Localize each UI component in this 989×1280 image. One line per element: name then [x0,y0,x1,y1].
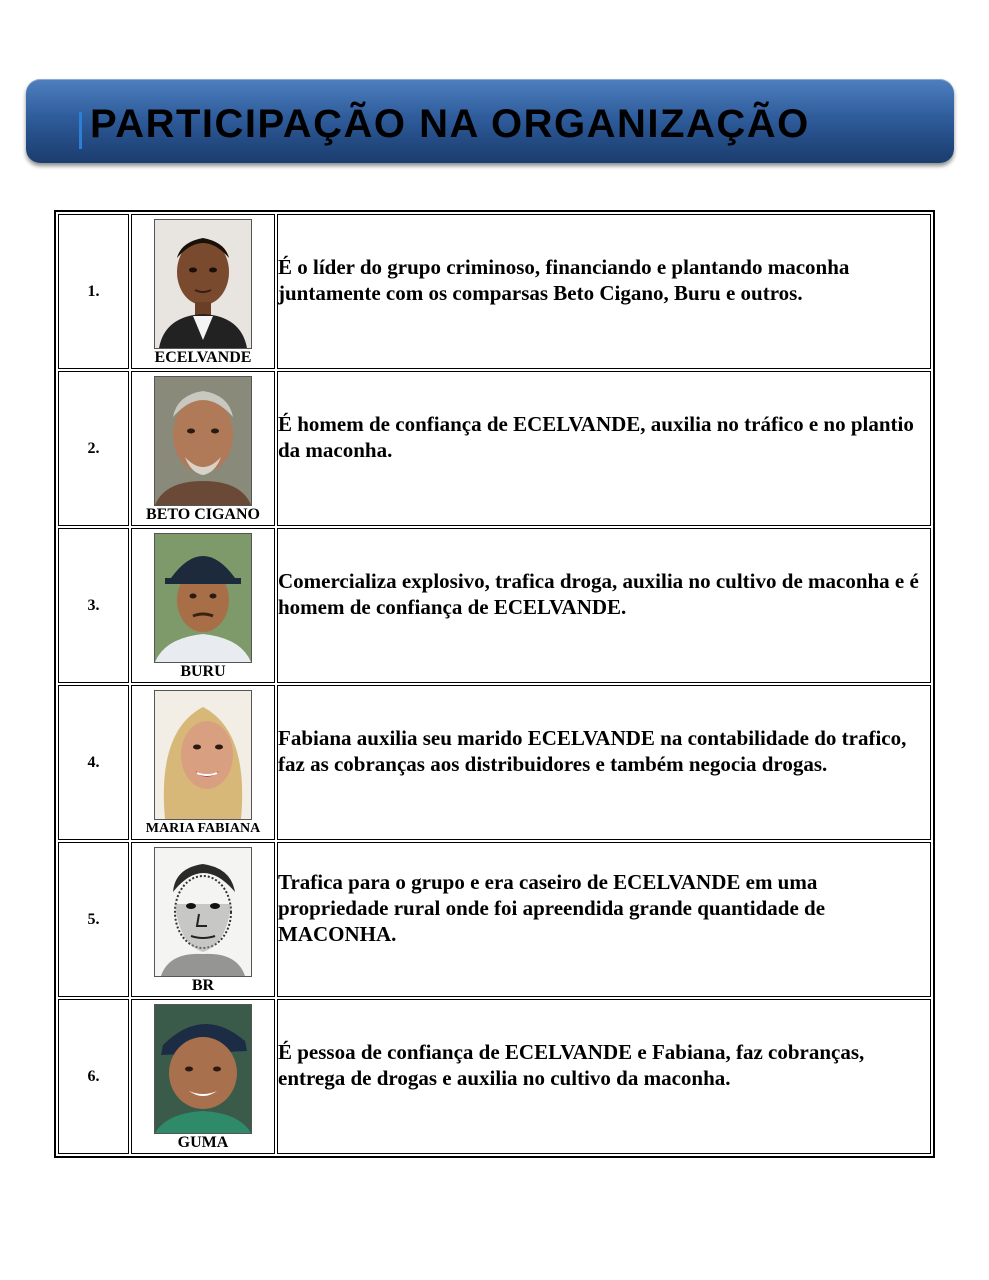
member-name: MARIA FABIANA [145,821,261,836]
member-description [277,214,931,369]
photo-cell [131,685,275,840]
photo-cell [131,371,275,526]
text-cursor [79,112,82,149]
member-name: BURU [180,663,226,680]
portrait-photo-icon [154,376,252,506]
portrait-photo-icon [154,533,252,663]
row-number: 1. [58,214,129,369]
description-text: É homem de confiança de ECELVANDE, auxilia no tráfico e no plantio da maconha. [278,411,914,462]
member-name: BETO CIGANO [146,506,260,523]
photo-cell [131,528,275,683]
row-number: 3. [58,528,129,683]
row-number: 6. [58,999,129,1154]
row-number: 2. [58,371,129,526]
portrait-photo-icon [154,1004,252,1134]
description-text: Fabiana auxilia seu marido ECELVANDE na contabilidade do trafico, faz as cobranças aos distribuidores e também negocia drogas. [278,725,907,776]
photo-cell [131,214,275,369]
table-row [58,528,931,683]
description-text: É o líder do grupo criminoso, financiando e plantando maconha juntamente com os comparsas Beto Cigano, Buru e outros. [278,254,850,305]
sketch-portrait-icon [154,847,252,977]
members-table [54,210,935,1158]
photo-cell [131,842,275,997]
member-description [277,842,931,997]
table-row [58,842,931,997]
member-description [277,999,931,1154]
table-row [58,371,931,526]
table-row [58,685,931,840]
row-number: 5. [58,842,129,997]
description-text: Comercializa explosivo, trafica droga, auxilia no cultivo de maconha e é homem de confiança de ECELVANDE. [278,568,919,619]
page-title: PARTICIPAÇÃO NA ORGANIZAÇÃO [90,102,810,146]
member-description [277,685,931,840]
portrait-photo-icon [154,690,252,820]
description-text: É pessoa de confiança de ECELVANDE e Fabiana, faz cobranças, entrega de drogas e auxilia no cultivo da maconha. [278,1039,865,1090]
table-row [58,214,931,369]
member-name: ECELVANDE [154,349,252,366]
photo-cell [131,999,275,1154]
portrait-photo-icon [154,219,252,349]
member-description [277,371,931,526]
table-row [58,999,931,1154]
row-number: 4. [58,685,129,840]
description-text: Trafica para o grupo e era caseiro de ECELVANDE em uma propriedade rural onde foi apreendida grande quantidade de MACONHA. [278,869,826,946]
member-description [277,528,931,683]
member-name: BR [191,977,215,994]
member-name: GUMA [177,1134,229,1151]
